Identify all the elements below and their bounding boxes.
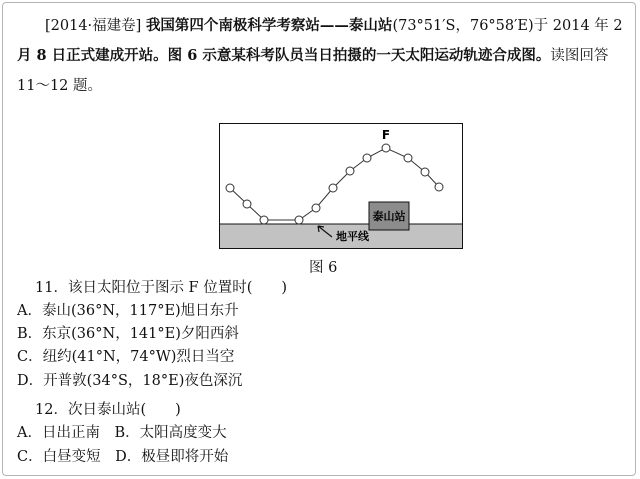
sun-point <box>346 167 354 175</box>
q12-options-row-1: A．日出正南 B．太阳高度变大 <box>17 425 227 441</box>
intro-bold-1: 我国第四个南极科学考察站——泰山站 <box>145 17 393 34</box>
station-coords: (73°51′S，76°58′E) <box>392 18 534 34</box>
intro-tail-2: 读图回答 <box>550 48 609 64</box>
label-f: F <box>381 128 391 142</box>
q11-option-a: A．泰山(36°N，117°E)旭日东升 <box>17 303 239 319</box>
question-card <box>2 2 636 476</box>
intro-tail-1: 于 2014 年 2 <box>533 18 623 34</box>
source-tag: [2014·福建卷] <box>45 18 142 34</box>
q12-stem: 12．次日泰山站( ) <box>35 402 181 418</box>
sun-point <box>404 154 412 162</box>
sun-point <box>243 200 251 208</box>
intro-line-2 <box>17 41 629 71</box>
intro-paragraph <box>17 11 629 101</box>
intro-bold-2: 月 8 日正式建成开站。图 6 示意某科考队员当日拍摄的一天太阳运动轨迹合成图。 <box>17 47 551 64</box>
intro-line-3: 11～12 题。 <box>17 78 103 94</box>
sun-point <box>312 204 320 212</box>
intro-line-1 <box>17 11 629 41</box>
q11-option-d: D．开普敦(34°S，18°E)夜色深沉 <box>17 373 243 389</box>
q11-option-b: B．东京(36°N，141°E)夕阳西斜 <box>17 326 239 342</box>
station-label: 泰山站 <box>372 210 406 223</box>
horizon-label: 地平线 <box>336 230 369 243</box>
sun-point <box>260 216 268 224</box>
sun-point <box>363 154 371 162</box>
sun-point-f <box>382 144 390 152</box>
sun-point <box>421 168 429 176</box>
sun-point <box>226 184 234 192</box>
sun-path-figure <box>219 123 463 249</box>
q11-option-c: C．纽约(41°N，74°W)烈日当空 <box>17 349 235 365</box>
sun-point <box>329 184 337 192</box>
sun-point <box>295 216 303 224</box>
sun-point <box>435 183 443 191</box>
q12-options-row-2: C．白昼变短 D．极昼即将开始 <box>17 449 229 465</box>
figure-caption: 图 6 <box>309 260 338 276</box>
q11-stem: 11．该日太阳位于图示 F 位置时( ) <box>35 280 288 296</box>
